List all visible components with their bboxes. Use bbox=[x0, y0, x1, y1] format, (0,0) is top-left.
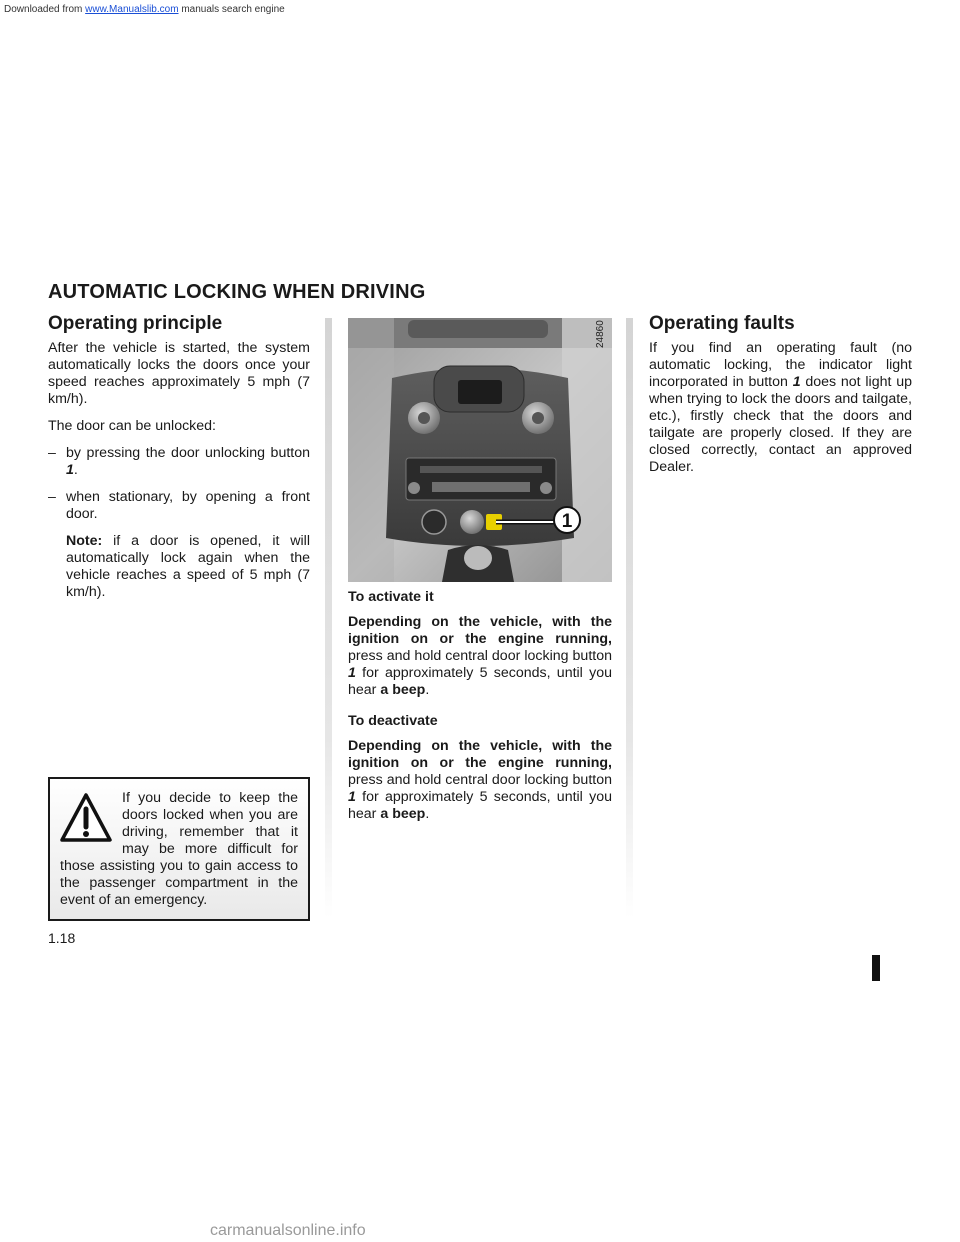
faults-text-b: does not light up when trying to lock the doors and tailgate, etc.), firstly check that the doors and tailgate are properly closed. If they are closed correctly, contact an approved Dealer. bbox=[649, 374, 912, 475]
page-number: 1.18 bbox=[48, 930, 76, 946]
list-item-end: . bbox=[73, 462, 78, 478]
warning-text: If you decide to keep the doors locked when you are driving, remember that it may be more difficult for those assisting you to gain access to the passenger compartment in the event of an emergency. bbox=[60, 790, 298, 908]
activate-paragraph bbox=[348, 614, 612, 699]
footer-watermark: carmanualsonline.info bbox=[210, 1222, 366, 1239]
section-heading-operating-faults: Operating faults bbox=[649, 313, 795, 334]
column-divider bbox=[325, 318, 332, 918]
page-title: AUTOMATIC LOCKING WHEN DRIVING bbox=[48, 281, 426, 303]
note-label: Note: bbox=[66, 533, 103, 549]
activate-condition: Depending on the vehicle, with the ignition on or the engine running, bbox=[348, 614, 612, 647]
button-reference: 1 bbox=[792, 374, 801, 390]
unlock-intro: The door can be unlocked: bbox=[48, 418, 216, 434]
download-note-prefix: Downloaded from bbox=[4, 4, 83, 15]
download-note-suffix: manuals search engine bbox=[181, 4, 285, 15]
section-heading-operating-principle: Operating principle bbox=[48, 313, 223, 334]
warning-triangle-icon bbox=[60, 792, 112, 844]
note-text: if a door is opened, it will automatically lock again when the vehicle reaches a speed of 5 mph (7 km/h). bbox=[66, 533, 310, 600]
deactivate-text-2: for approximately 5 seconds, until you hear bbox=[348, 789, 612, 822]
faults-paragraph bbox=[649, 340, 912, 476]
deactivate-beep: a beep bbox=[380, 806, 426, 822]
deactivate-heading: To deactivate bbox=[348, 713, 438, 729]
warning-box bbox=[48, 777, 310, 921]
deactivate-text: press and hold central door locking button bbox=[348, 772, 612, 788]
activate-beep: a beep bbox=[380, 682, 426, 698]
note-paragraph bbox=[48, 533, 310, 601]
button-reference: 1 bbox=[66, 462, 74, 478]
deactivate-condition: Depending on the vehicle, with the ignition on or the engine running, bbox=[348, 738, 612, 771]
right-column bbox=[649, 315, 912, 476]
warning-content bbox=[60, 790, 298, 909]
list-item bbox=[48, 489, 310, 523]
activate-text: press and hold central door locking button bbox=[348, 648, 612, 664]
list-item-text: when stationary, by opening a front door. bbox=[66, 489, 310, 522]
activate-heading: To activate it bbox=[348, 589, 434, 605]
image-code: 24860 bbox=[595, 320, 606, 348]
list-item-text: by pressing the door unlocking button bbox=[66, 445, 310, 461]
section-tab-marker bbox=[872, 955, 880, 981]
list-dash: – bbox=[48, 445, 56, 461]
download-note bbox=[4, 4, 285, 15]
intro-paragraph: After the vehicle is started, the system automatically locks the doors once your speed reaches approximately 5 mph (7 km/h). bbox=[48, 340, 310, 407]
middle-column bbox=[348, 589, 612, 823]
button-reference: 1 bbox=[348, 789, 356, 805]
callout-number: 1 bbox=[561, 511, 573, 532]
list-item bbox=[48, 445, 310, 479]
dashboard-photo bbox=[348, 318, 612, 582]
activate-end: . bbox=[425, 682, 430, 698]
left-column bbox=[48, 315, 310, 601]
column-divider bbox=[626, 318, 633, 918]
activate-text-2: for approximately 5 seconds, until you hear bbox=[348, 665, 612, 698]
deactivate-paragraph bbox=[348, 738, 612, 823]
list-dash: – bbox=[48, 489, 56, 505]
manualslib-link[interactable]: www.Manualslib.com bbox=[85, 4, 179, 15]
faults-text-a: If you find an operating fault (no automatic locking, the indicator light incorporated in button bbox=[649, 340, 912, 390]
button-reference: 1 bbox=[348, 665, 356, 681]
deactivate-end: . bbox=[425, 806, 430, 822]
